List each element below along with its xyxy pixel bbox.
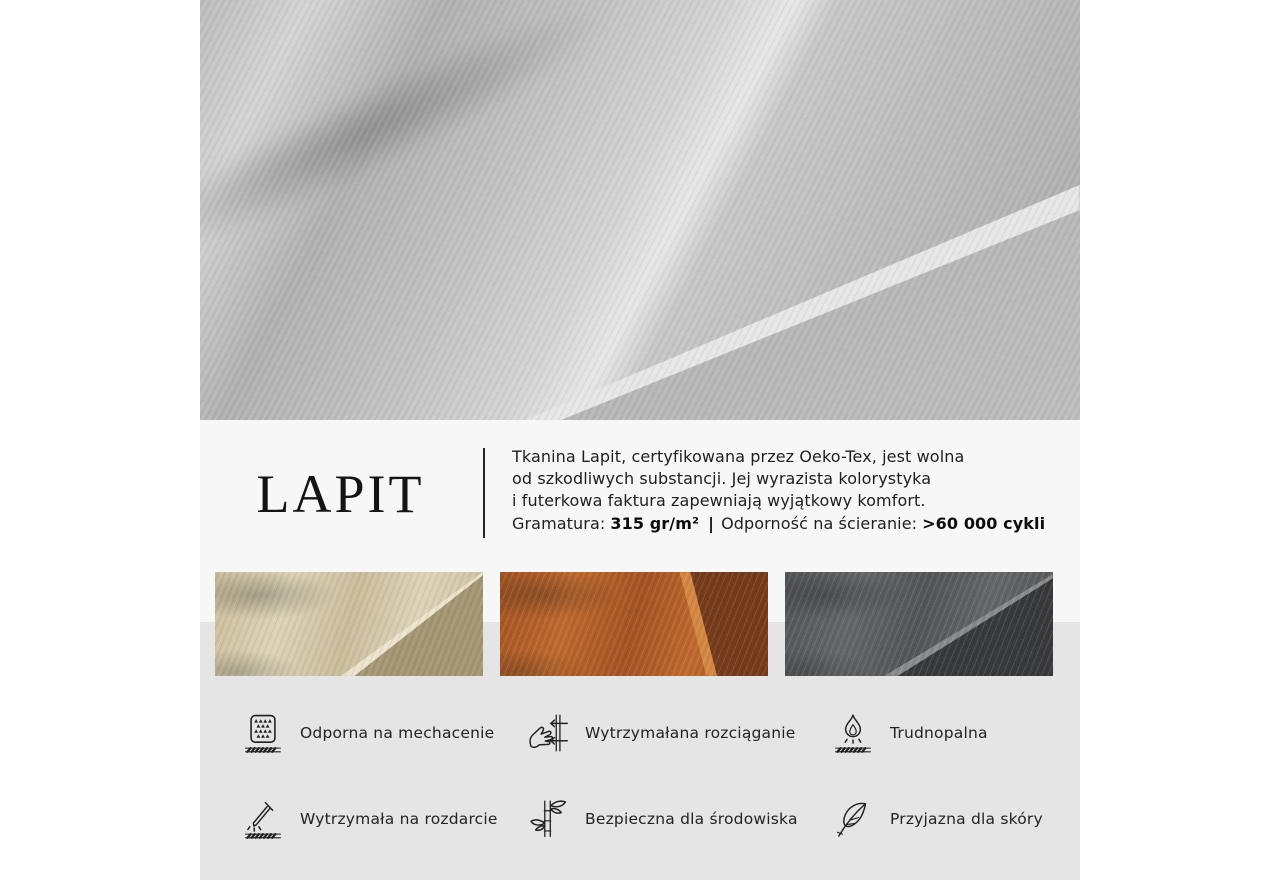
abrasion-label: Odporność na ścieranie: [721, 514, 918, 533]
nail-tear-icon [240, 795, 286, 843]
feature-label: Odporna na mechacenie [300, 724, 495, 742]
hero-fabric-photo [200, 0, 1080, 420]
abrasion-value: >60 000 cykli [922, 514, 1046, 533]
fabric-description [512, 446, 1072, 535]
feature-skin-friendly [830, 776, 1080, 862]
anti-pilling-icon [240, 709, 286, 757]
feature-grid [200, 690, 1080, 862]
feature-anti-pilling [240, 690, 525, 776]
feature-label: Wytrzymała na rozdarcie [300, 810, 498, 828]
feature-tear-resistant [240, 776, 525, 862]
vertical-divider [483, 448, 485, 538]
specs-separator: | [708, 514, 715, 533]
bamboo-icon [525, 795, 571, 843]
color-swatches [215, 572, 1053, 676]
title-box [200, 447, 481, 540]
grain-texture [215, 572, 483, 676]
feature-stretch [525, 690, 830, 776]
swatch-rust-orange[interactable] [500, 572, 768, 676]
description-line: Tkanina Lapit, certyfikowana przez Oeko-Tex, jest wolna [512, 447, 965, 466]
flame-icon [830, 709, 876, 757]
specs-line [512, 513, 1072, 535]
swatch-graphite[interactable] [785, 572, 1053, 676]
grain-texture [785, 572, 1053, 676]
grain-texture [500, 572, 768, 676]
description-line: i futerkowa faktura zapewniają wyjątkowy komfort. [512, 491, 926, 510]
card-content [200, 0, 1080, 880]
fabric-title: LAPIT [256, 463, 425, 524]
feature-label: Przyjazna dla skóry [890, 810, 1043, 828]
weight-value: 315 gr/m² [610, 514, 700, 533]
feature-eco-safe [525, 776, 830, 862]
description-line: od szkodliwych substancji. Jej wyrazista kolorystyka [512, 469, 932, 488]
details-section [200, 420, 1080, 880]
feature-flame-retardant [830, 690, 1080, 776]
stretch-icon [525, 709, 571, 757]
feature-label: Wytrzymałana rozciąganie [585, 724, 796, 742]
swatch-beige[interactable] [215, 572, 483, 676]
feature-label: Bezpieczna dla środowiska [585, 810, 798, 828]
grain-texture [200, 0, 1080, 420]
weight-label: Gramatura: [512, 514, 606, 533]
feather-icon [830, 795, 876, 843]
feature-label: Trudnopalna [890, 724, 988, 742]
